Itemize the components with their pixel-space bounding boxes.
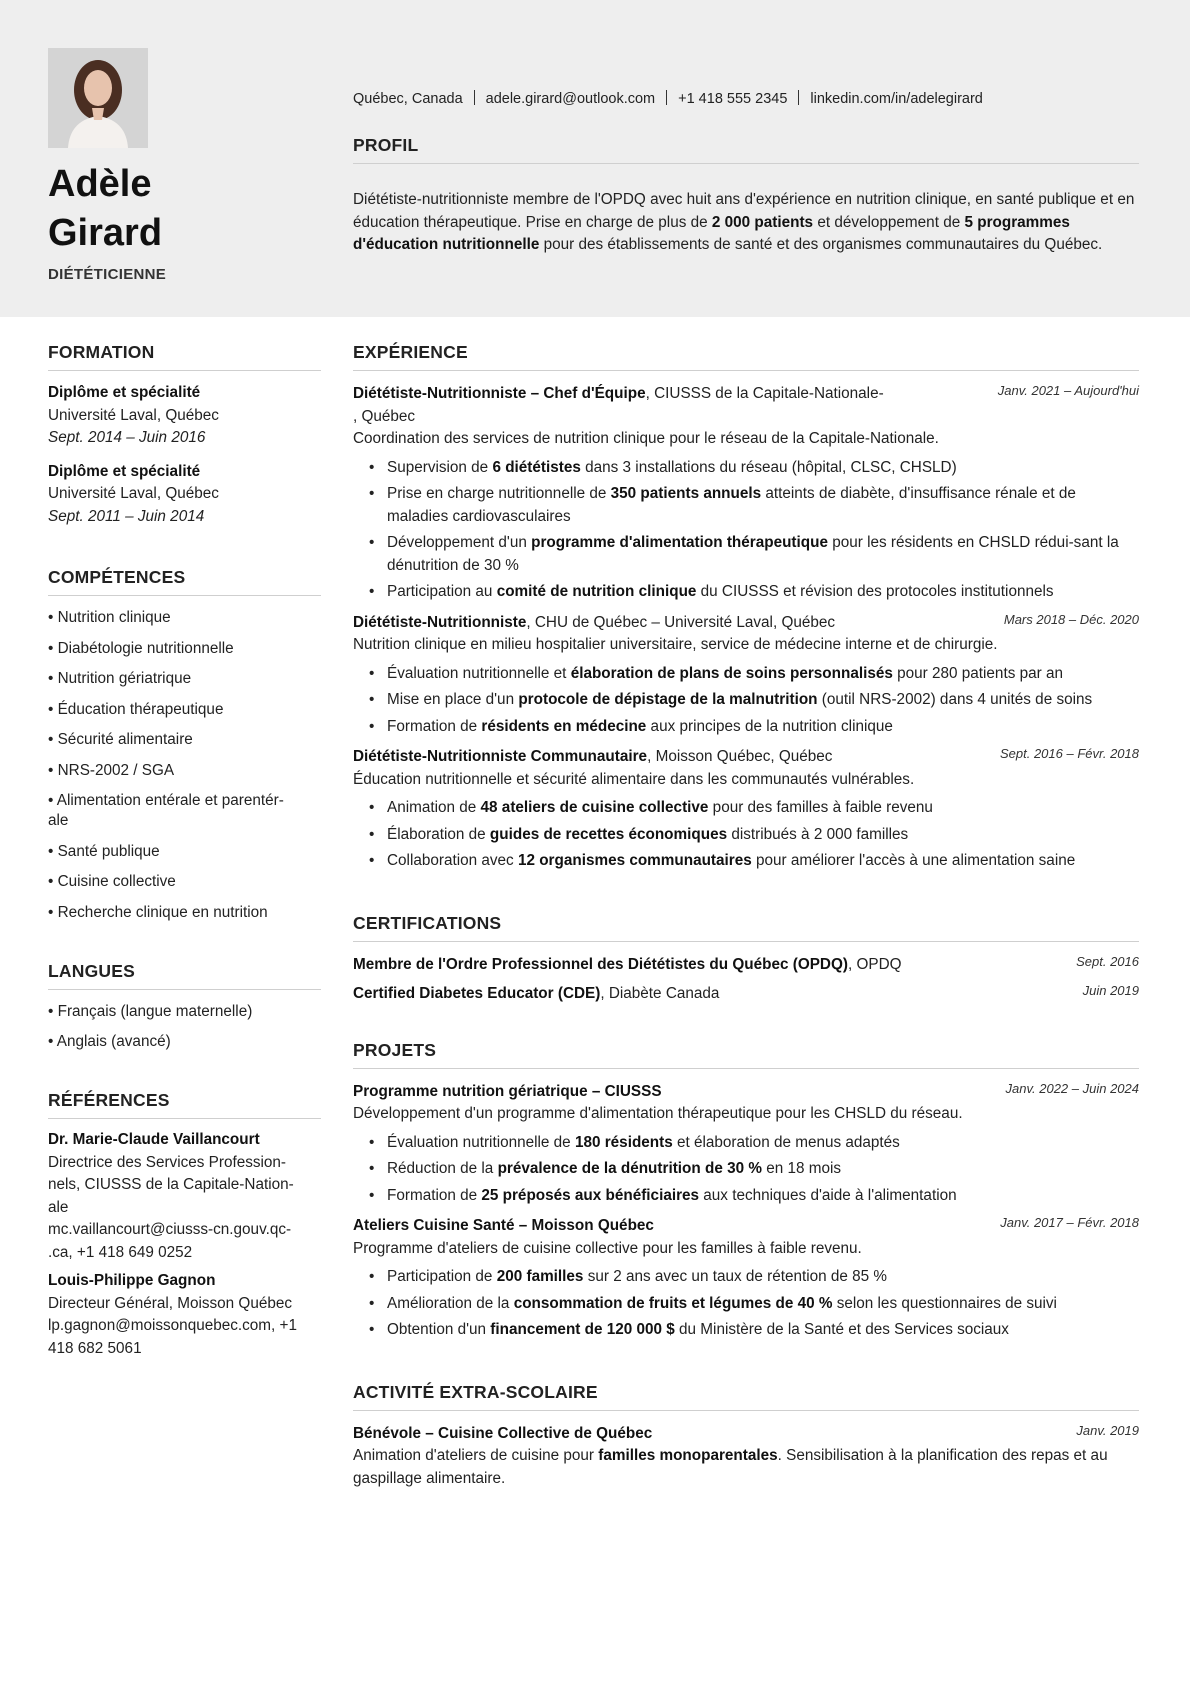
separator (474, 90, 475, 105)
contact-location: Québec, Canada (353, 91, 463, 107)
section-title-projets: PROJETS (353, 1040, 1139, 1069)
contact-phone[interactable]: +1 418 555 2345 (678, 91, 788, 107)
project-title: Ateliers Cuisine Santé – Moisson Québec (353, 1217, 654, 1234)
certifications-section (353, 913, 1139, 1006)
profil-section (353, 135, 1139, 257)
contact-line (353, 90, 983, 107)
project-description: Programme d'ateliers de cuisine collective pour les familles à faible revenu. (353, 1239, 862, 1257)
reference-name: Dr. Marie-Claude Vaillancourt (48, 1131, 260, 1148)
project-bullet: • Réduction de la prévalence de la dénutrition de 30 % en 18 mois (387, 1158, 1139, 1181)
section-title-competences: COMPÉTENCES (48, 567, 321, 596)
job-bullet: • Formation de résidents en médecine aux principes de la nutrition clinique (387, 716, 1139, 739)
project-dates: Janv. 2022 – Juin 2024 (1005, 1080, 1139, 1096)
job-title: DIÉTÉTICIENNE (48, 266, 167, 283)
project-description: Développement d'un programme d'alimentation thérapeutique pour les CHSLD du réseau. (353, 1105, 963, 1122)
job-entry (353, 746, 1139, 873)
certification-item: Membre de l'Ordre Professionnel des Diététistes du Québec (OPDQ), OPDQ Sept. 2016 (353, 953, 1139, 973)
section-title-extra: ACTIVITÉ EXTRA-SCOLAIRE (353, 1382, 1139, 1411)
job-bullet: • Collaboration avec 12 organismes communautaires pour améliorer l'accès à une alimentation saine (387, 850, 1139, 873)
contact-email[interactable]: adele.girard@outlook.com (485, 91, 656, 107)
skill-item: • Alimentation entérale et parentér- ale (48, 792, 284, 829)
formation-item (48, 382, 321, 450)
job-bullet: • Élaboration de guides de recettes économiques distribués à 2 000 familles (387, 824, 1139, 847)
skill-item: • Éducation thérapeutique (48, 700, 224, 718)
formation-section (48, 342, 321, 528)
experience-section (353, 342, 1139, 873)
project-bullet: • Formation de 25 préposés aux bénéficiaires aux techniques d'aide à l'alimentation (387, 1185, 1139, 1208)
skill-item: • NRS-2002 / SGA (48, 761, 175, 779)
skill-item: • Santé publique (48, 842, 160, 860)
extra-date: Janv. 2019 (1076, 1422, 1139, 1438)
job-entry (353, 612, 1139, 739)
extra-description: Animation d'ateliers de cuisine pour familles monoparentales. Sensibilisation à la planification des repas et au gaspillage alimentaire. (353, 1447, 1108, 1487)
formation-school: Université Laval, Québec (48, 406, 219, 424)
reference-contact: mc.vaillancourt@ciusss-cn.gouv.qc- .ca, +1 418 649 0252 (48, 1221, 292, 1261)
job-header: Diététiste-Nutritionniste – Chef d'Équipe, CIUSSS de la Capitale-Nationale- , Québec (353, 385, 884, 425)
profile-photo (48, 48, 148, 148)
skill-item: • Cuisine collective (48, 873, 176, 890)
projets-section (353, 1040, 1139, 1342)
formation-dates: Sept. 2014 – Juin 2016 (48, 429, 206, 446)
project-bullet: • Évaluation nutritionnelle de 180 résidents et élaboration de menus adaptés (387, 1132, 1139, 1155)
project-entry (353, 1081, 1139, 1208)
formation-degree: Diplôme et spécialité (48, 462, 201, 480)
project-bullet: • Amélioration de la consommation de fruits et légumes de 40 % selon les questionnaires de suivi (387, 1293, 1139, 1316)
skill-item: • Sécurité alimentaire (48, 731, 193, 748)
formation-dates: Sept. 2011 – Juin 2014 (48, 507, 205, 525)
reference-role: Directrice des Services Profession- nels, CIUSSS de la Capitale-Nation- ale (48, 1153, 294, 1216)
extra-section (353, 1382, 1139, 1491)
job-description: Nutrition clinique en milieu hospitalier universitaire, service de médecine interne et de chirurgie. (353, 636, 998, 653)
job-dates: Sept. 2016 – Févr. 2018 (999, 746, 1139, 761)
job-bullet: • Mise en place d'un protocole de dépistage de la malnutrition (outil NRS-2002) dans 4 unités de soins (387, 689, 1139, 712)
competences-section (48, 567, 321, 923)
formation-school: Université Laval, Québec (48, 485, 219, 502)
section-title-formation: FORMATION (48, 342, 321, 371)
skill-item: • Nutrition clinique (48, 609, 171, 626)
formation-degree: Diplôme et spécialité (48, 384, 201, 401)
job-bullet: • Supervision de 6 diététistes dans 3 installations du réseau (hôpital, CLSC, CHSLD) (387, 457, 1139, 480)
separator (666, 90, 667, 105)
reference-role: Directeur Général, Moisson Québec (48, 1294, 293, 1312)
contact-linkedin[interactable]: linkedin.com/in/adelegirard (810, 91, 983, 107)
job-header: Diététiste-Nutritionniste, CHU de Québec – Université Laval, Québec (353, 613, 836, 631)
job-bullet: • Prise en charge nutritionnelle de 350 patients annuels atteints de diabète, d'insuffisance rénale et de maladies cardiovasculaires (387, 483, 1139, 528)
project-dates: Janv. 2017 – Févr. 2018 (1000, 1215, 1139, 1230)
formation-item (48, 461, 321, 529)
job-description: Coordination des services de nutrition clinique pour le réseau de la Capitale-Nationale. (353, 430, 939, 447)
profil-text: Diététiste-nutritionniste membre de l'OPDQ avec huit ans d'expérience en nutrition clinique, en santé publique et en éducation thérapeutique. Prise en charge de plus de 2 000 patients et développement de 5 programmes d'éducation nutritionnelle pour des établissements de santé et des organismes communautaires du Québec. (353, 191, 1135, 253)
job-entry (353, 383, 1139, 604)
reference-item (48, 1129, 321, 1264)
language-item: • Français (langue maternelle) (48, 1002, 253, 1020)
section-title-references: RÉFÉRENCES (48, 1090, 321, 1119)
separator (798, 90, 799, 105)
language-item: • Anglais (avancé) (48, 1033, 171, 1050)
job-bullet: • Développement d'un programme d'alimentation thérapeutique pour les résidents en CHSLD rédui-sant la dénutrition de 30 % (387, 532, 1139, 577)
project-bullet: • Obtention d'un financement de 120 000 $ du Ministère de la Santé et des Services sociaux (387, 1319, 1139, 1342)
skill-item: • Recherche clinique en nutrition (48, 903, 268, 921)
job-description: Éducation nutritionnelle et sécurité alimentaire dans les communautés vulnérables. (353, 770, 915, 788)
skill-item: • Diabétologie nutritionnelle (48, 639, 234, 657)
job-bullet: • Participation au comité de nutrition clinique du CIUSSS et révision des protocoles institutionnels (387, 581, 1139, 604)
job-bullet: • Évaluation nutritionnelle et élaboration de plans de soins personnalisés pour 280 patients par an (387, 663, 1139, 686)
main-column (353, 342, 1139, 1490)
section-title-profil: PROFIL (353, 135, 1139, 164)
project-entry (353, 1215, 1139, 1342)
certification-date: Juin 2019 (1082, 983, 1139, 998)
job-header: Diététiste-Nutritionniste Communautaire, Moisson Québec, Québec (353, 748, 833, 765)
section-title-experience: EXPÉRIENCE (353, 342, 1139, 371)
certification-item: Certified Diabetes Educator (CDE), Diabète Canada Juin 2019 (353, 983, 1139, 1002)
reference-contact: lp.gagnon@moissonquebec.com, +1 418 682 5061 (48, 1317, 297, 1357)
job-dates: Janv. 2021 – Aujourd'hui (997, 383, 1139, 398)
section-title-certifications: CERTIFICATIONS (353, 913, 1139, 942)
candidate-name: Adèle Girard (48, 163, 163, 254)
sidebar (48, 342, 321, 1360)
job-dates: Mars 2018 – Déc. 2020 (1003, 611, 1139, 627)
reference-item (48, 1270, 321, 1360)
reference-name: Louis-Philippe Gagnon (48, 1272, 216, 1289)
section-title-langues: LANGUES (48, 961, 321, 990)
project-bullet: • Participation de 200 familles sur 2 ans avec un taux de rétention de 85 % (387, 1266, 1139, 1289)
project-title: Programme nutrition gériatrique – CIUSSS (353, 1082, 662, 1100)
references-section (48, 1090, 321, 1360)
certification-date: Sept. 2016 (1076, 953, 1139, 969)
skill-item: • Nutrition gériatrique (48, 670, 192, 687)
extra-title: Bénévole – Cuisine Collective de Québec (353, 1424, 653, 1442)
langues-section (48, 961, 321, 1053)
job-bullet: • Animation de 48 ateliers de cuisine collective pour des familles à faible revenu (387, 797, 1139, 820)
